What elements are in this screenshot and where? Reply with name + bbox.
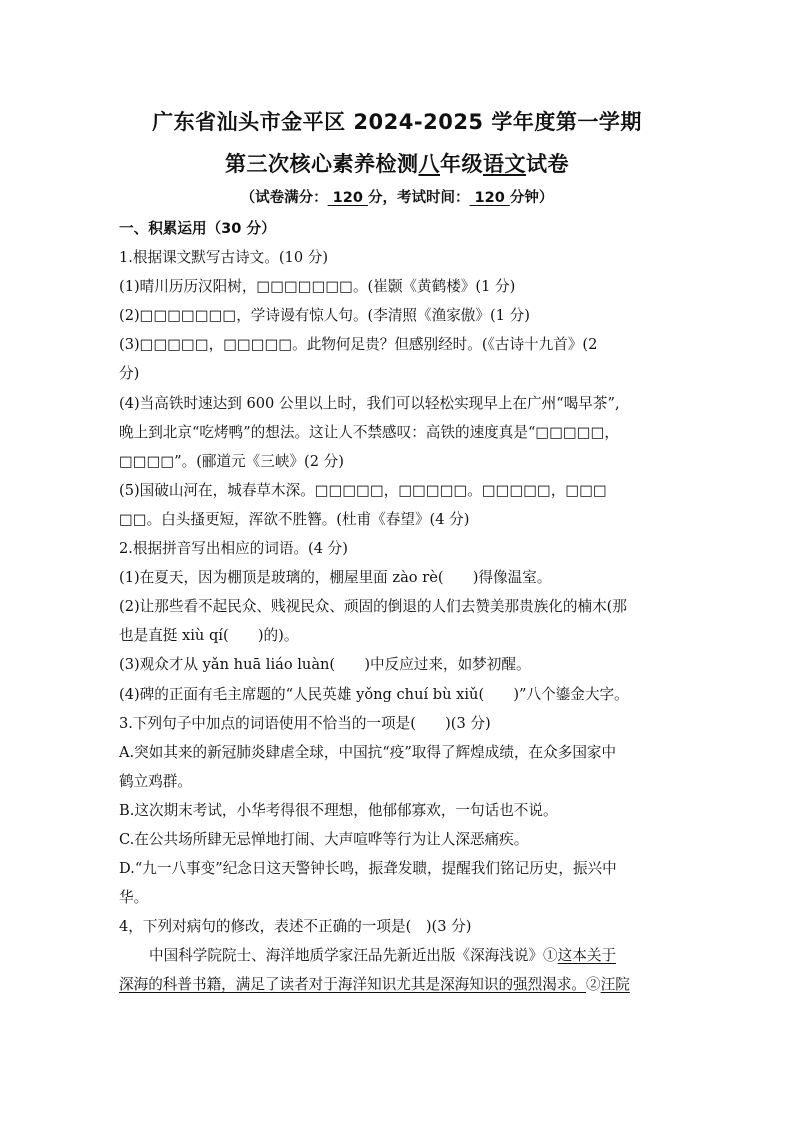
section-heading: 一、积累运用（30 分） xyxy=(119,220,276,237)
info-part: 分，考试时间： xyxy=(368,190,470,206)
sentence-marker: ② xyxy=(586,976,601,994)
info-part: （试卷满分： xyxy=(240,190,328,206)
exam-title-line1: 广东省汕头市金平区 2024-2025 学年度第一学期 xyxy=(152,110,642,134)
question-line: 3.下列句子中加点的词语使用不恰当的一项是( )(3 分) xyxy=(119,714,491,732)
underlined-sentence: 深海的科普书籍，满足了读者对于海洋知识尤其是深海知识的强烈渴求。 xyxy=(119,976,587,994)
info-part: 分钟） xyxy=(509,190,554,206)
question-line: 鹤立鸡群。 xyxy=(119,772,192,790)
sentence-marker: ① xyxy=(543,947,558,965)
question-line: (5)国破山河在，城春草木深。□□□□□，□□□□□。□□□□□，□□□ xyxy=(119,481,607,499)
question-line: (4)碑的正面有毛主席题的“人民英雄 yǒng chuí bù xiǔ( )”八个鎏金大字。 xyxy=(119,685,629,703)
question-line: 4，下列对病句的修改，表述不正确的一项是( )(3 分) xyxy=(119,918,472,936)
question-line: (2)让那些看不起民众、贱视民众、顽固的倒退的人们去赞美那贵族化的楠木(那 xyxy=(119,598,627,616)
question-line: (4)当高铁时速达到 600 公里以上时，我们可以轻松实现早上在广州“喝早茶”, xyxy=(119,394,620,412)
question-line: B.这次期末考试，小华考得很不理想，他郁郁寡欢，一句话也不说。 xyxy=(119,801,558,819)
question-line: 1.根据课文默写古诗文。(10 分) xyxy=(119,249,329,267)
title-part: 试卷 xyxy=(526,152,569,176)
title-part: 年级 xyxy=(440,152,483,176)
underlined-sentence: 这本关于 xyxy=(557,947,617,965)
question-line: C.在公共场所肆无忌惮地打闹、大声喧哗等行为让人深恶痛疾。 xyxy=(119,830,529,848)
question-line: 分) xyxy=(119,365,140,383)
question-line: (1)在夏天，因为棚顶是玻璃的，棚屋里面 zào rè( )得像温室。 xyxy=(119,569,552,587)
subject-value: 语文 xyxy=(483,152,526,176)
question-line: (3)□□□□□，□□□□□。此物何足贵？但感别经时。(《古诗十九首》(2 xyxy=(119,336,598,354)
question-line: (3)观众才从 yǎn huā liáo luàn( )中反应过来，如梦初醒。 xyxy=(119,656,531,674)
question-line: 华。 xyxy=(119,889,149,907)
exam-title-line2 xyxy=(0,148,794,178)
question-line: 也是直挺 xiù qí( )的)。 xyxy=(119,627,299,645)
exam-duration: 120 xyxy=(469,190,510,206)
grade-value: 八 xyxy=(418,152,440,176)
total-score: 120 xyxy=(327,190,368,206)
question-line: A.突如其来的新冠肺炎肆虐全球，中国抗“疫”取得了辉煌成绩，在众多国家中 xyxy=(119,743,617,761)
question-line: D.“九一八事变”纪念日这天警钟长鸣，振聋发聩，提醒我们铭记历史，振兴中 xyxy=(119,860,617,878)
question-line: 晚上到北京“吃烤鸭”的想法。这让人不禁感叹：高铁的速度真是“□□□□□， xyxy=(119,423,619,441)
underlined-sentence: 汪院 xyxy=(600,976,630,994)
question-line: (2)□□□□□□□，学诗谩有惊人句。(李清照《渔家傲》(1 分) xyxy=(119,307,530,325)
passage-line xyxy=(119,970,681,999)
exam-body xyxy=(119,214,681,1000)
question-line: □□□□”。(郦道元《三峡》(2 分) xyxy=(119,452,344,470)
passage-text: 中国科学院院士、海洋地质学家汪品先新近出版《深海浅说》 xyxy=(149,947,544,965)
exam-info xyxy=(0,186,794,207)
question-line: 2.根据拼音写出相应的词语。(4 分) xyxy=(119,540,348,558)
passage-line xyxy=(119,941,681,970)
question-line: (1)晴川历历汉阳树，□□□□□□□。(崔颢《黄鹤楼》(1 分) xyxy=(119,278,516,296)
question-line: □□。白头搔更短，浑欲不胜簪。(杜甫《春望》(4 分) xyxy=(119,510,470,528)
title-part: 第三次核心素养检测 xyxy=(225,152,419,176)
